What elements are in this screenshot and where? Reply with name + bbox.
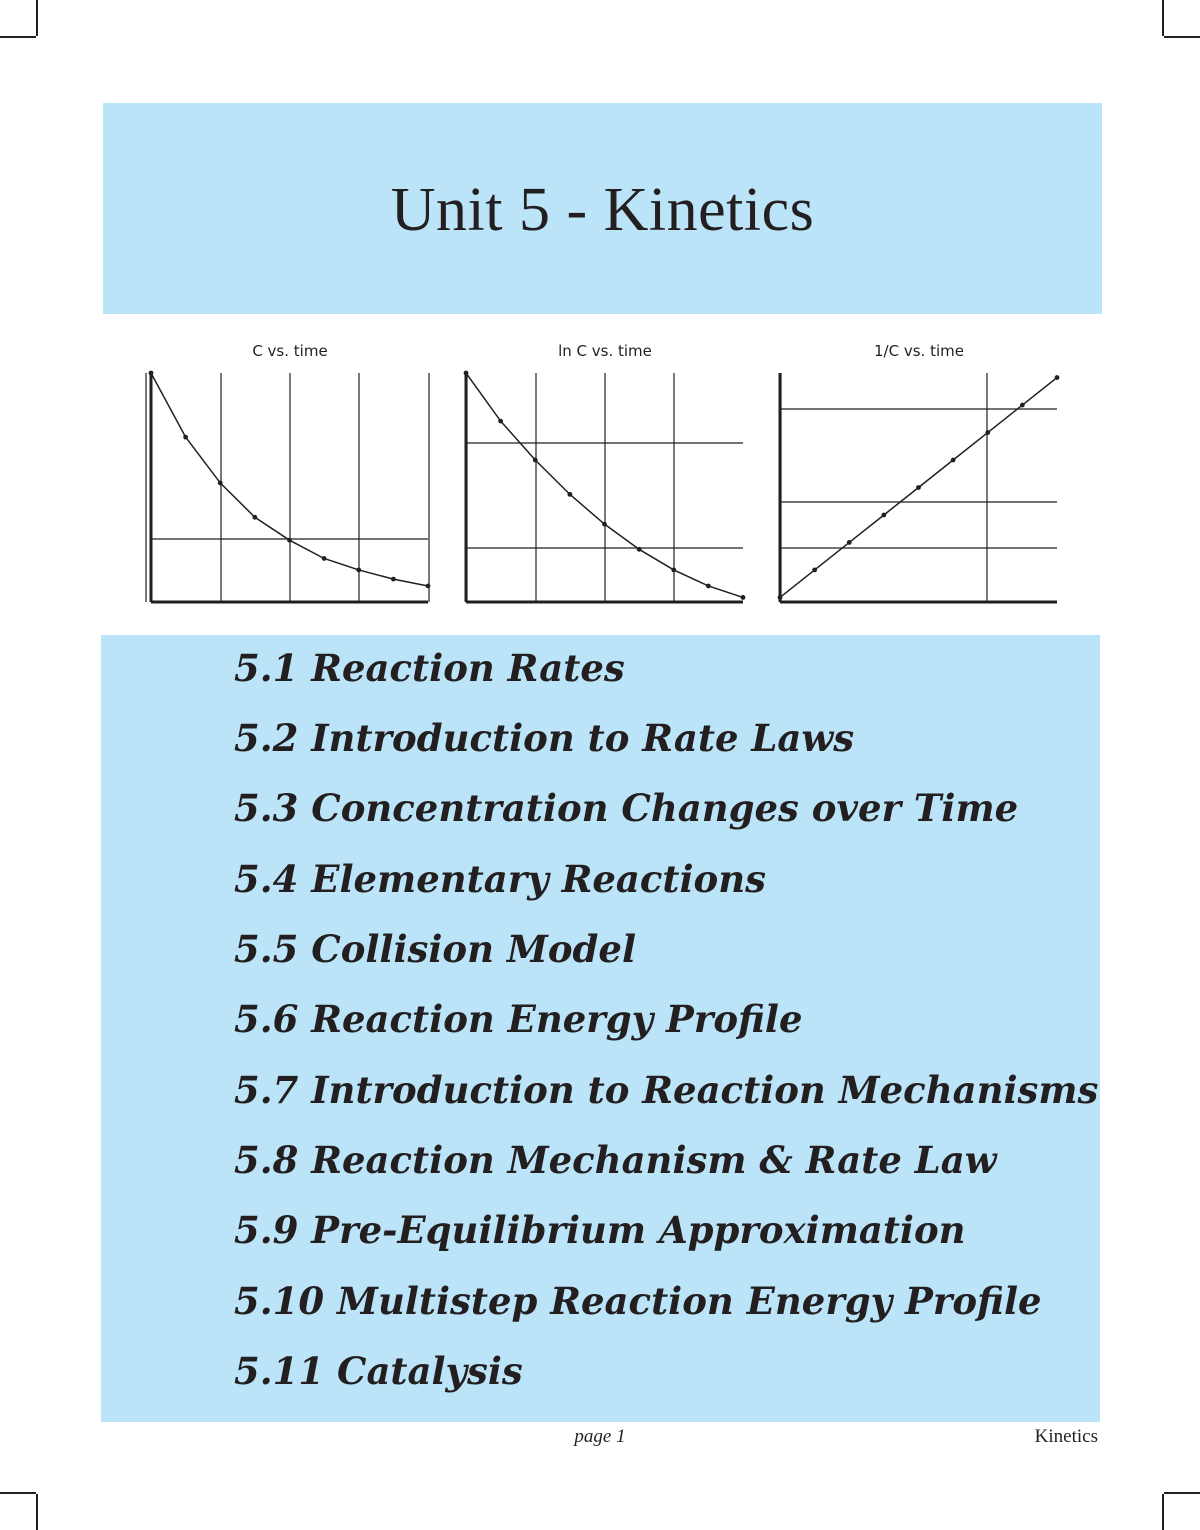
toc-item: 5.5 Collision Model <box>234 927 636 971</box>
page-number: page 1 <box>574 1426 626 1447</box>
data-point <box>464 371 469 376</box>
graph-c-vs-time <box>145 335 435 607</box>
data-point <box>533 458 538 463</box>
data-point <box>322 556 327 561</box>
toc-item: 5.9 Pre-Equilibrium Approximation <box>234 1208 966 1252</box>
data-point <box>637 547 642 552</box>
data-point <box>951 458 956 463</box>
data-point <box>916 485 921 490</box>
crop-mark <box>0 1492 36 1494</box>
data-point <box>149 371 154 376</box>
data-point <box>602 522 607 527</box>
crop-mark <box>1162 1494 1164 1530</box>
data-point <box>218 481 223 486</box>
data-point <box>498 419 503 424</box>
data-point <box>567 492 572 497</box>
graph-plot <box>145 335 435 607</box>
data-point <box>671 568 676 573</box>
toc-item: 5.10 Multistep Reaction Energy Profile <box>234 1279 1042 1323</box>
toc-item: 5.11 Catalysis <box>234 1349 523 1393</box>
data-point <box>287 538 292 543</box>
title-banner <box>103 103 1102 314</box>
data-point <box>985 430 990 435</box>
toc-item: 5.7 Introduction to Reaction Mechanisms <box>234 1068 1099 1112</box>
crop-mark <box>1164 1492 1200 1494</box>
graph-ln-c-vs-time <box>460 335 750 607</box>
data-point <box>847 540 852 545</box>
data-point <box>706 584 711 589</box>
data-point <box>1020 403 1025 408</box>
data-point <box>1055 375 1060 380</box>
graph-plot <box>774 335 1064 607</box>
data-point <box>356 568 361 573</box>
graph-plot <box>460 335 750 607</box>
data-point <box>391 577 396 582</box>
crop-mark <box>36 1494 38 1530</box>
graph-title: C vs. time <box>252 342 328 360</box>
data-point <box>426 584 431 589</box>
toc-item: 5.1 Reaction Rates <box>234 646 625 690</box>
data-point <box>183 435 188 440</box>
graph-title: ln C vs. time <box>558 342 652 360</box>
toc-item: 5.2 Introduction to Rate Laws <box>234 716 855 760</box>
data-point <box>252 515 257 520</box>
data-point <box>881 513 886 518</box>
toc-item: 5.4 Elementary Reactions <box>234 857 766 901</box>
page-title: Unit 5 - Kinetics <box>390 176 815 244</box>
running-footer: Kinetics <box>1034 1426 1098 1447</box>
data-point <box>741 595 746 600</box>
data-point <box>812 568 817 573</box>
crop-mark <box>0 36 36 38</box>
crop-mark <box>36 0 38 36</box>
toc-item: 5.3 Concentration Changes over Time <box>234 786 1019 830</box>
data-point <box>778 595 783 600</box>
toc-item: 5.6 Reaction Energy Profile <box>234 997 803 1041</box>
graph-title: 1/C vs. time <box>874 342 964 360</box>
toc-item: 5.8 Reaction Mechanism & Rate Law <box>234 1138 997 1182</box>
graph-inverse-c-vs-time <box>774 335 1064 607</box>
toc-panel <box>101 635 1100 1422</box>
crop-mark <box>1164 36 1200 38</box>
crop-mark <box>1162 0 1164 36</box>
